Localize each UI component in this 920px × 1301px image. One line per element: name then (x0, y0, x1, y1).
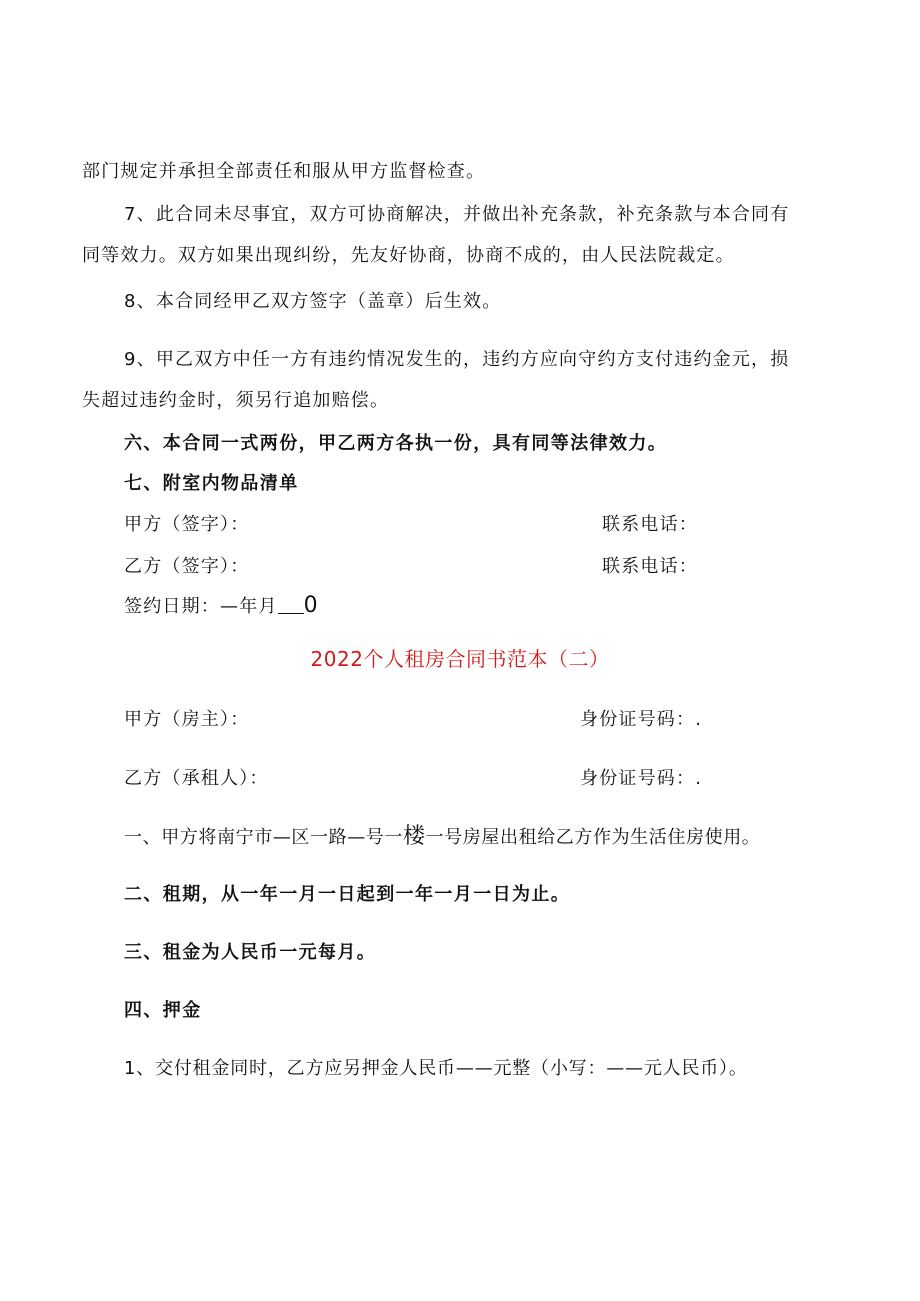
clause-8: 8、本合同经甲乙双方签字（盖章）后生效。 (124, 291, 502, 312)
clause-1-building: 楼 (403, 824, 426, 849)
section-7-heading: 七、附室内物品清单 (124, 473, 299, 494)
landlord-id-label: 身份证号码：. (580, 709, 703, 730)
signing-date-value: 0 (303, 593, 319, 618)
clause-1-part-c: 一号房屋出租给乙方作为生活住房使用。 (425, 827, 761, 848)
tenant-id-label: 身份证号码：. (580, 768, 703, 789)
party-a-signature-label: 甲方（签字）： (124, 514, 250, 535)
continued-paragraph: 部门规定并承担全部责任和服从甲方监督检查。 (82, 161, 486, 182)
section-6-heading: 六、本合同一式两份，甲乙两方各执一份，具有同等法律效力。 (124, 433, 668, 454)
clause-9-line-2: 失超过违约金时，须另行追加赔偿。 (82, 390, 390, 411)
signing-date-blank (278, 595, 304, 614)
tenant-label: 乙方（承租人）： (124, 768, 269, 789)
landlord-label: 甲方（房主）： (124, 709, 250, 730)
clause-2-term: 二、租期，从一年一月一日起到一年一月一日为止。 (124, 884, 571, 905)
clause-4-1-deposit: 1、交付租金同时，乙方应另押金人民币——元整（小写：——元人民币）。 (124, 1058, 748, 1079)
clause-7-line-1: 7、此合同未尽事宜，双方可协商解决，并做出补充条款，补充条款与本合同有 (124, 204, 790, 225)
clause-3-rent: 三、租金为人民币一元每月。 (124, 942, 377, 963)
party-b-signature-label: 乙方（签字）： (124, 556, 250, 577)
signing-date-label: 签约日期：—年月 (124, 596, 278, 617)
clause-4-deposit-heading: 四、押金 (124, 1000, 202, 1021)
clause-1-premises (124, 825, 760, 850)
clause-9-line-1: 9、甲乙双方中任一方有违约情况发生的，违约方应向守约方支付违约金元，损 (124, 349, 790, 370)
party-b-phone-label: 联系电话： (602, 556, 698, 577)
clause-1-part-a: 一、甲方将南宁市—区一路—号一 (124, 827, 403, 848)
signing-date (124, 594, 319, 619)
party-a-phone-label: 联系电话： (602, 514, 698, 535)
clause-7-line-2: 同等效力。双方如果出现纠纷，先友好协商，协商不成的，由人民法院裁定。 (82, 245, 735, 266)
contract-title: 2022个人租房合同书范本（二） (310, 647, 610, 671)
